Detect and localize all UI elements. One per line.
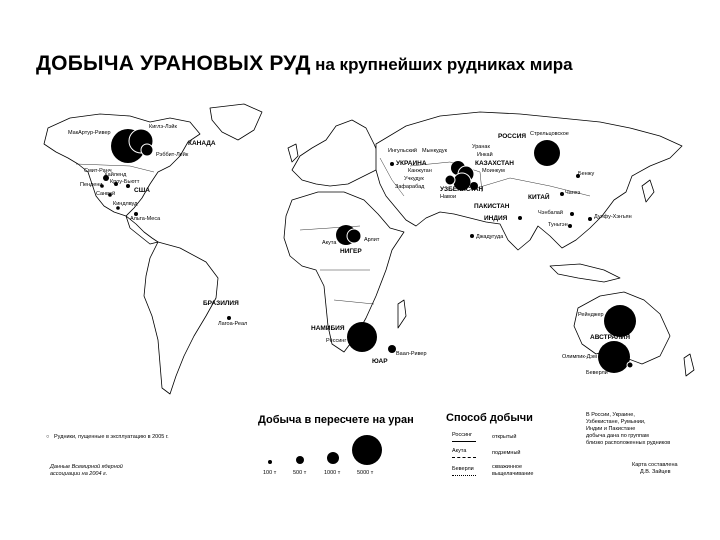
mine-label: Мынкудук [422,148,447,154]
title-main: ДОБЫЧА УРАНОВЫХ РУД [36,52,311,75]
scale-label-100: 100 т [263,470,277,476]
mine-circle [598,341,630,373]
mine-circle [604,305,636,337]
mine-circle [347,322,377,352]
mine-label: Дунфу-Хэнъян [594,214,632,220]
country-label-uzbekistan: УЗБЕКИСТАН [440,186,484,193]
note-right-line-1: В России, Украине, [586,412,635,418]
mine-circle [347,229,361,243]
scale-circle-500 [296,456,304,464]
mine-label: Ваал-Ривер [396,351,427,357]
note-right-line-5: близко расположенных рудников [586,440,671,446]
mine-label: Смит-Ранч [84,168,112,174]
mine-label: Чанхэ [565,190,581,196]
mine-label: Рейнджер [578,312,604,318]
mine-label: Уранак [472,144,490,150]
mine-circle [627,362,633,368]
scale-label-1000: 1000 т [324,470,341,476]
method-line-dotted [452,475,476,476]
mine-label: МакАртур-Ривер [68,130,111,136]
mine-label: Киндлвуд [113,201,138,207]
note-right-line-2: Узбекистане, Румынии, [586,419,646,425]
mine-circle [534,140,560,166]
scale-circle-1000 [327,452,339,464]
legend-scale-circles [255,430,395,470]
country-label-india: ИНДИЯ [484,215,508,222]
mine-circle [470,234,474,238]
scale-label-5000: 5000 т [357,470,374,476]
mine-circle [445,175,455,185]
legend-data-note-1: Данные Всемирной ядерной [50,464,123,470]
mine-label: Арлит [364,237,380,243]
mine-circle [518,216,522,220]
mine-label: Рэббит-Лейк [156,152,189,158]
legend-method-heading: Способ добычи [446,412,533,424]
mine-label: Стрельцовское [530,131,569,137]
mine-circle [388,345,396,353]
mine-label: Беверли [586,370,608,376]
mine-label: Акута [322,240,337,246]
method-line-solid [452,441,476,442]
note-right-line-4: добыча дана по группам [586,433,649,439]
country-label-brazil: БРАЗИЛИЯ [203,300,239,307]
method-sample-underground: Акута [452,448,467,454]
credit-line-2: Д.В. Зайцев [640,469,671,475]
mine-label: Зафарабад [395,184,425,190]
country-label-canada: КАНАДА [188,140,216,147]
mine-label: Хайленд [104,172,127,178]
mine-label: Канжуган [408,168,432,174]
mine-label: Навои [440,194,457,200]
country-label-pakistan: ПАКИСТАН [474,203,510,210]
mine-circle [568,224,572,228]
mine-label: Чэнбалай [538,210,563,216]
mine-label: Инкай [477,152,493,158]
method-label-underground: подземный [492,450,521,456]
mine-label: Пендени [80,182,103,188]
note-right-line-3: Индии и Пакистане [586,426,636,432]
mine-label: Учкудук [404,176,424,182]
country-label-namibia: НАМИБИЯ [311,325,345,332]
mine-label: Лагоа-Реал [218,321,248,327]
country-label-china: КИТАЙ [528,194,550,201]
country-label-niger: НИГЕР [340,248,362,255]
method-label-leaching: скважинное выщелачивание [492,464,534,477]
title-sub: на крупнейших рудниках мира [315,55,573,74]
scale-circle-5000 [352,435,382,465]
country-label-usa: США [134,187,150,194]
mine-label: Санвей [96,191,116,197]
mine-label: Олимпик-Дэм [562,354,597,360]
mine-label: Кроу-Бьютт [110,179,140,185]
mine-label: Бенжу [578,171,595,177]
legend-production-heading: Добыча в пересчете на уран [258,414,414,426]
method-sample-open: Россинг [452,432,473,438]
method-label-open: открытый [492,434,517,440]
scale-label-500: 500 т [293,470,307,476]
country-label-australia: АВСТРАЛИЯ [590,334,631,341]
method-line-dashed [452,457,476,458]
mine-label: Киглэ-Лэйк [149,124,177,130]
mine-circle [560,192,564,196]
mine-label: Туньтэн [548,222,568,228]
mine-circle [227,316,231,320]
country-label-kazakhstan: КАЗАХСТАН [475,160,514,167]
mine-label: Рёссинг [326,338,347,344]
mine-label: Моинкум [482,168,505,174]
country-label-ukraine: УКРАИНА [396,160,427,167]
legend-open-circle-icon: ○ [46,434,50,440]
scale-circle-100 [268,460,272,464]
mine-label: Альта-Меса [130,216,161,222]
credit-line-1: Карта составлена [632,462,678,468]
legend-mines-note: Рудники, пущенные в эксплуатацию в 2005 г. [54,434,169,440]
mine-circle [390,162,394,166]
mine-circle [570,212,574,216]
mine-circle [141,144,153,156]
method-sample-leaching: Беверли [452,466,474,472]
legend-data-note-2: ассоциации на 2004 г. [50,471,108,477]
country-label-russia: РОССИЯ [498,133,527,140]
mine-label: Ингульский [388,148,418,154]
country-label-rsa: ЮАР [372,358,388,365]
mine-label: Джадугуда [476,234,504,240]
mine-circle [588,217,592,221]
